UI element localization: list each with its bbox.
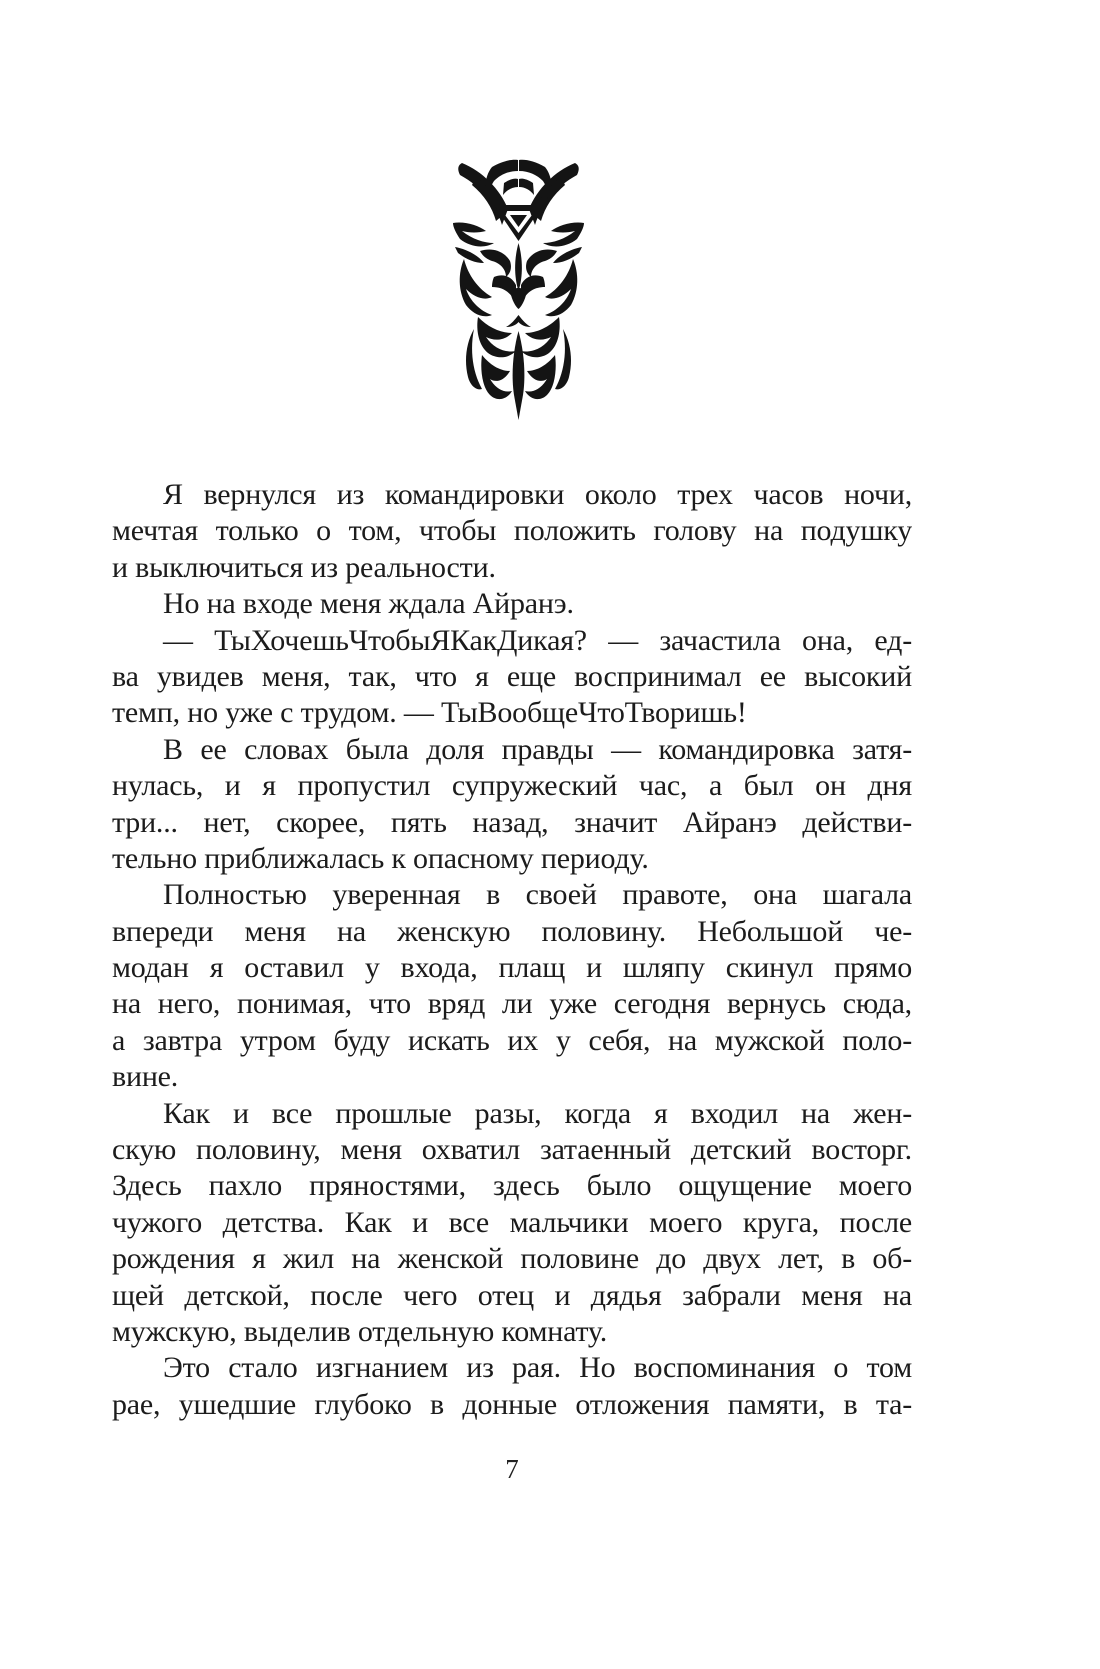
text-line: три... нет, скорее, пять назад, значит Айранэ действи- <box>112 805 912 839</box>
text-line: Но на входе меня ждала Айранэ. <box>163 587 574 621</box>
text-line: а завтра утром буду искать их у себя, на мужской поло- <box>112 1023 912 1057</box>
text-line: темп, но уже с трудом. — ТыВообщеЧтоТворишь! <box>112 696 747 730</box>
text-line: рае, ушедшие глубоко в донные отложения памяти, в та- <box>112 1387 912 1421</box>
text-line: нулась, и я пропустил супружеский час, а был он дня <box>112 769 912 803</box>
text-line: чужого детства. Как и все мальчики моего круга, после <box>112 1205 912 1239</box>
text-line: Это стало изгнанием из рая. Но воспоминания о том <box>163 1351 912 1385</box>
text-line: Как и все прошлые разы, когда я входил на жен- <box>163 1096 912 1130</box>
chapter-ornament <box>452 158 585 422</box>
text-line: Я вернулся из командировки около трех часов ночи, <box>163 478 912 511</box>
text-line: рождения я жил на женской половине до двух лет, в об- <box>112 1242 912 1276</box>
text-line: — ТыХочешьЧтобыЯКакДикая? — зачастила она, ед- <box>163 623 912 657</box>
text-line: вине. <box>112 1060 179 1094</box>
text-line: Здесь пахло пряностями, здесь было ощущение моего <box>112 1169 912 1203</box>
page-number: 7 <box>505 1454 519 1484</box>
body-text <box>112 477 912 1423</box>
text-line: В ее словах была доля правды — командировка затя- <box>163 732 912 766</box>
tribal-wolf-icon <box>452 158 585 422</box>
text-line: щей детской, после чего отец и дядья забрали меня на <box>112 1278 912 1312</box>
text-line: скую половину, меня охватил затаенный детский восторг. <box>112 1133 912 1167</box>
text-line: Полностью уверенная в своей правоте, она шагала <box>163 878 912 912</box>
text-line: на него, понимая, что вряд ли уже сегодня вернусь сюда, <box>112 987 912 1021</box>
text-line: тельно приближалась к опасному периоду. <box>112 841 649 875</box>
text-line: и выключиться из реальности. <box>112 550 496 584</box>
text-line: впереди меня на женскую половину. Небольшой че- <box>112 914 912 948</box>
text-line: ва увидев меня, так, что я еще воспринимал ее высокий <box>112 659 912 693</box>
text-line: мужскую, выделив отдельную комнату. <box>112 1314 608 1348</box>
text-line: мечтая только о том, чтобы положить голову на подушку <box>112 514 912 548</box>
text-line: модан я оставил у входа, плащ и шляпу скинул прямо <box>112 951 912 985</box>
